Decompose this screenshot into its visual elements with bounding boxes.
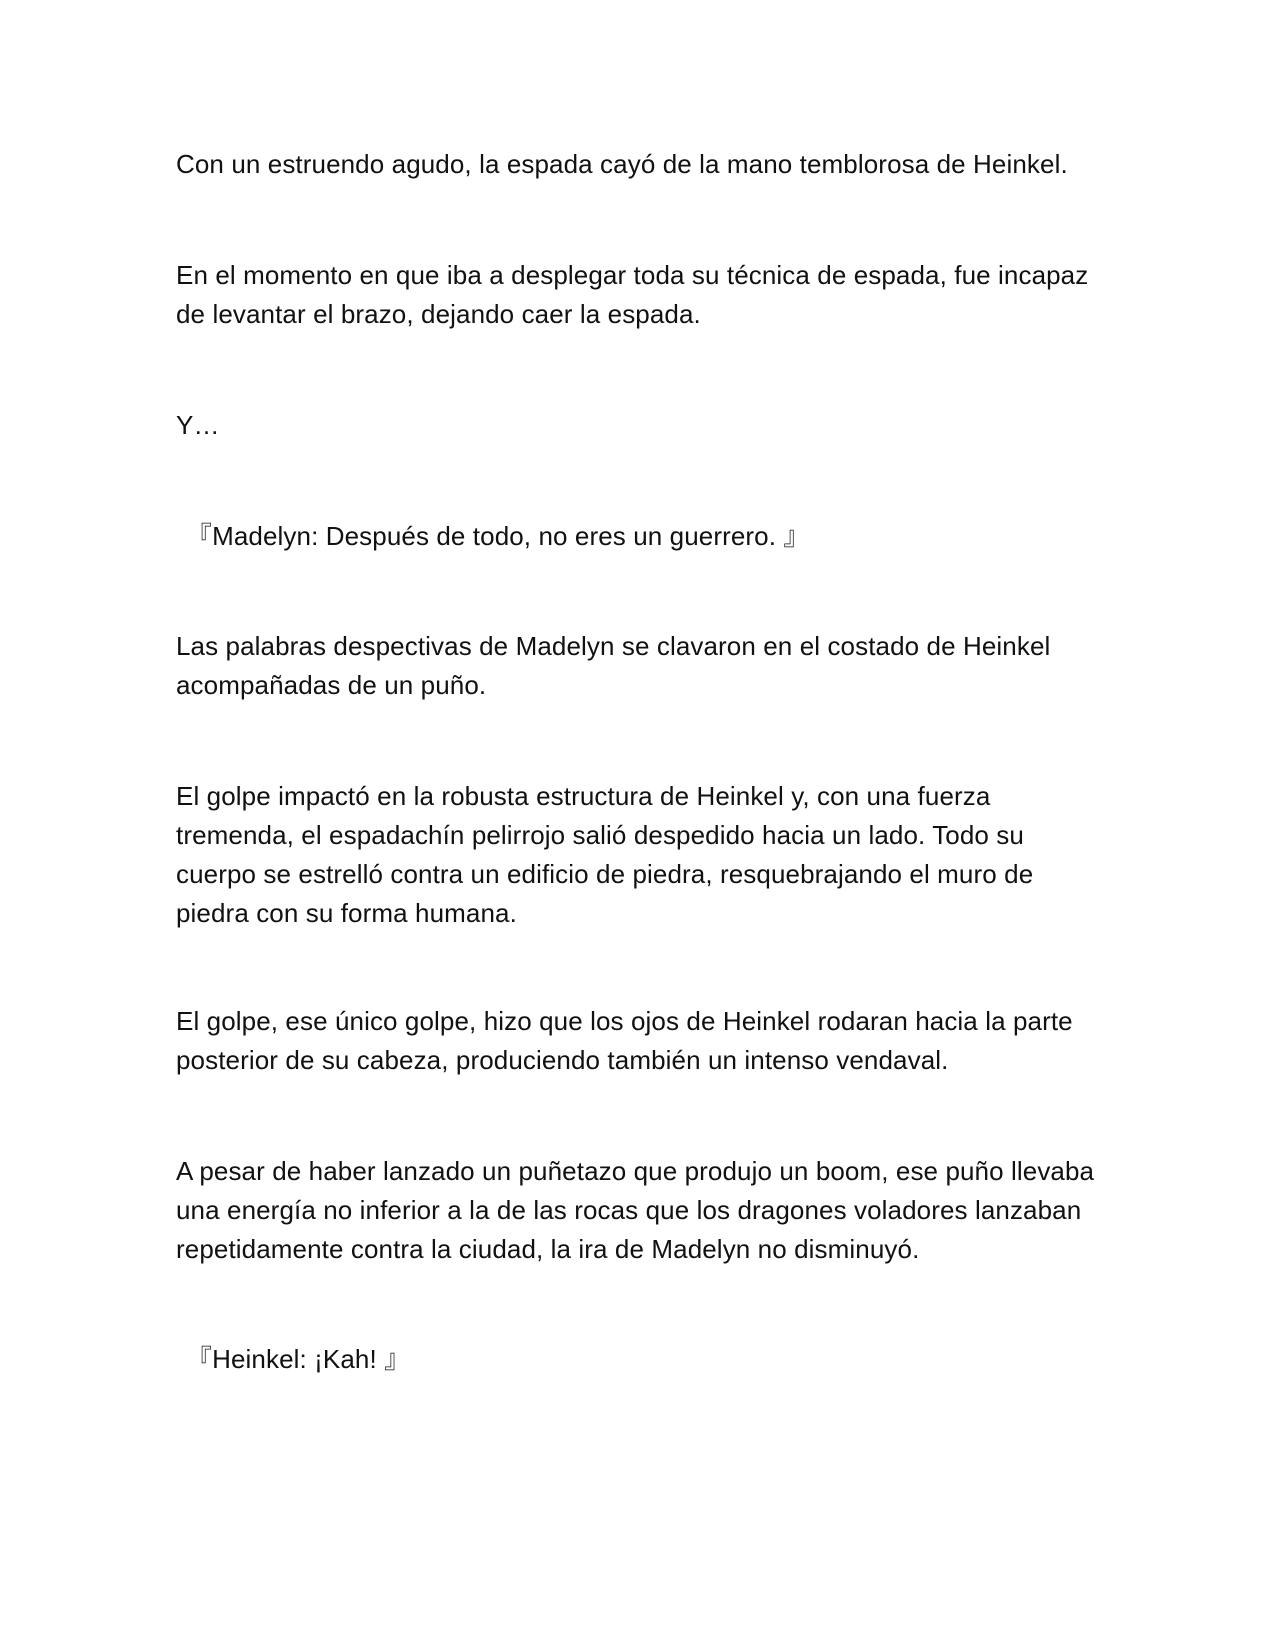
paragraph-sword-falls: Con un estruendo agudo, la espada cayó de la mano temblorosa de Heinkel. bbox=[176, 149, 1068, 179]
paragraph-single-blow: El golpe, ese único golpe, hizo que los ojos de Heinkel rodaran hacia la parte posterior de su cabeza, produciendo también un intenso vendaval. bbox=[176, 1006, 1073, 1075]
dialogue-madelyn: 『Madelyn: Después de todo, no eres un guerrero. 』 bbox=[186, 521, 810, 551]
paragraph-punch-energy: A pesar de haber lanzado un puñetazo que produjo un boom, ese puño llevaba una energía no inferior a la de las rocas que los dragones voladores lanzaban repetidamente contra la ciudad, la ira de Madelyn no disminuyó. bbox=[176, 1156, 1095, 1264]
paragraph-and: Y… bbox=[176, 410, 220, 440]
paragraph-contemptuous-words: Las palabras despectivas de Madelyn se clavaron en el costado de Heinkel acompañadas de un puño. bbox=[176, 631, 1051, 700]
dialogue-heinkel: 『Heinkel: ¡Kah! 』 bbox=[186, 1344, 411, 1374]
paragraph-impact: El golpe impactó en la robusta estructura de Heinkel y, con una fuerza tremenda, el espadachín pelirrojo salió despedido hacia un lado. Todo su cuerpo se estrelló contra un edificio de piedra, resquebrajando el muro de piedra con su forma humana. bbox=[176, 781, 1034, 928]
paragraph-unable-to-raise-arm: En el momento en que iba a desplegar toda su técnica de espada, fue incapaz de levantar el brazo, dejando caer la espada. bbox=[176, 260, 1089, 329]
